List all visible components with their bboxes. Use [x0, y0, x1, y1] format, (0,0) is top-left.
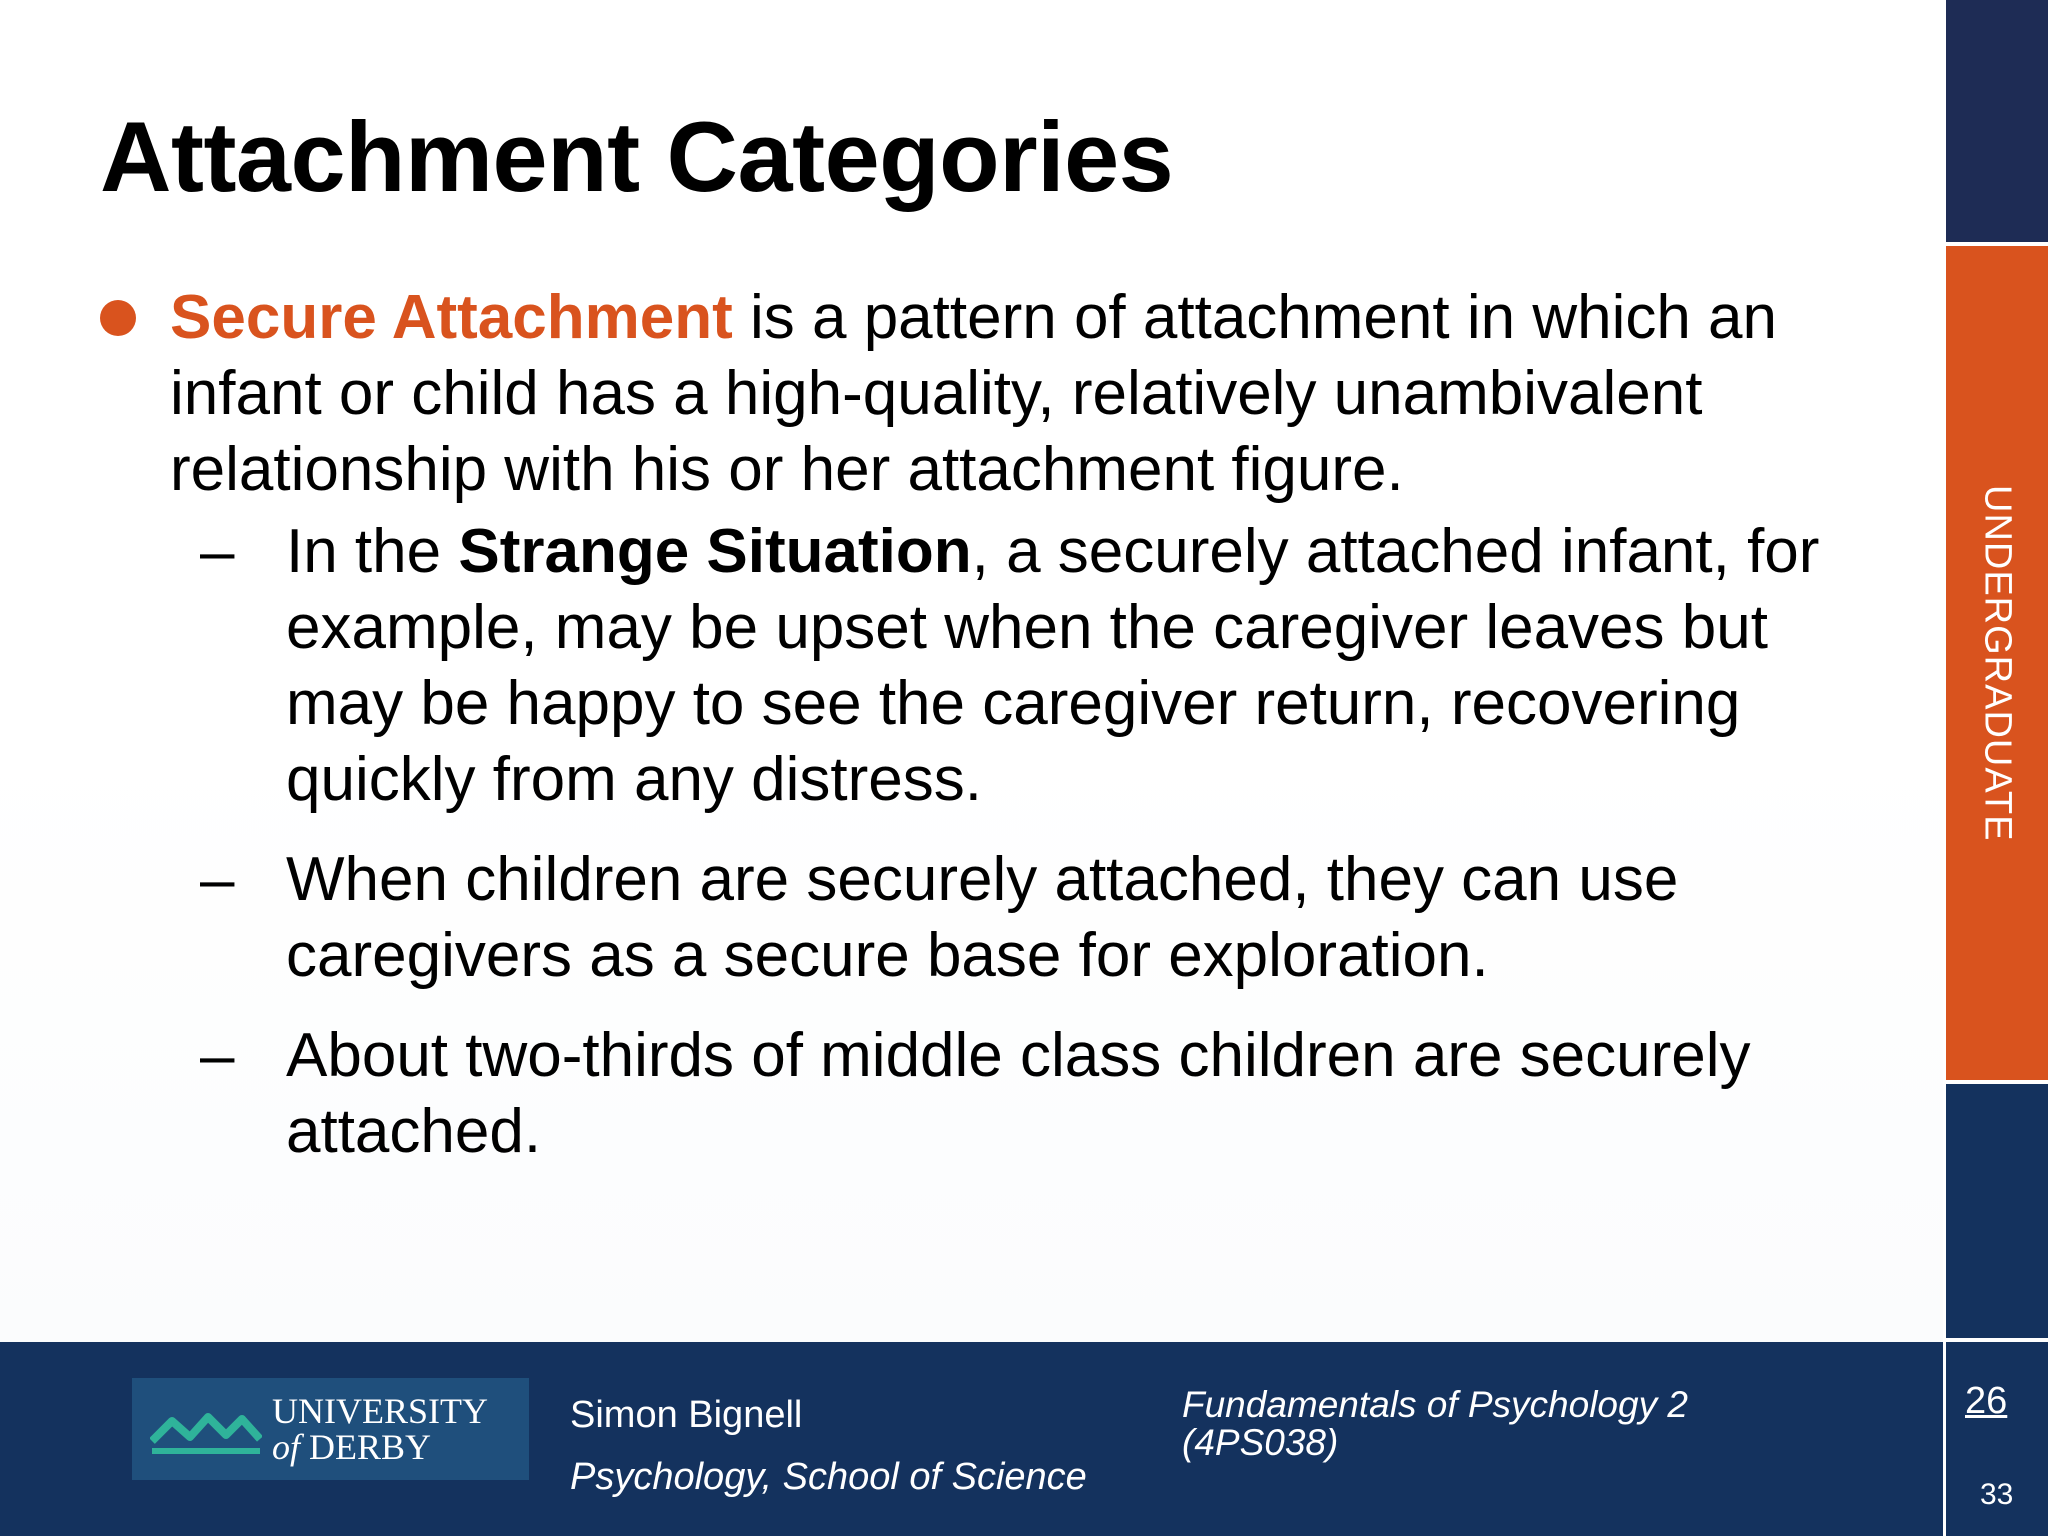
dash-icon: – — [200, 845, 235, 914]
page-number: 33 — [1980, 1478, 2014, 1511]
dash-icon: – — [200, 1021, 235, 1090]
right-sidebar — [1943, 0, 2048, 1536]
department-name: Psychology, School of Science — [570, 1456, 1087, 1498]
sidebar-navy-block — [1946, 1084, 2048, 1338]
subpoint-bold-term: Strange Situation — [458, 517, 972, 586]
derby-mountains-icon — [150, 1401, 262, 1457]
logo-derby: DERBY — [309, 1427, 432, 1467]
slide-footer — [0, 1342, 1943, 1536]
subpoint-strange-situation — [100, 514, 1900, 818]
page-link-26[interactable]: 26 — [1965, 1380, 2008, 1422]
subpoint-two-thirds — [100, 1018, 1900, 1170]
bullet-dot-icon — [100, 300, 136, 336]
subpoint-text: When children are securely attached, they can use caregivers as a secure base for exploration. — [286, 845, 1679, 990]
subpoint-secure-base — [100, 842, 1900, 994]
logo-wordmark — [272, 1393, 488, 1465]
slide-content — [100, 280, 1900, 1170]
subpoint-text: About two-thirds of middle class children are securely attached. — [286, 1021, 1751, 1166]
subpoint-prefix: In the — [286, 517, 459, 586]
sidebar-top-block — [1946, 0, 2048, 242]
author-name: Simon Bignell — [570, 1394, 803, 1436]
logo-of: of — [272, 1427, 301, 1467]
university-logo — [132, 1378, 529, 1480]
bullet-term: Secure Attachment — [170, 283, 733, 352]
course-title: Fundamentals of Psychology 2 (4PS038) — [1182, 1384, 1688, 1463]
subpoint-suffix: , a securely attached infant, for example, may be upset when the caregiver leaves but may be happy to see the caregiver return, recovering quickly from any distress. — [286, 517, 1820, 814]
logo-university: UNIVERSITY — [272, 1391, 488, 1431]
dash-icon: – — [200, 517, 235, 586]
undergraduate-label: UNDERGRADUATE — [1976, 484, 2019, 842]
slide-title: Attachment Categories — [100, 101, 1174, 212]
bullet-text: is a pattern of attachment in which an infant or child has a high-quality, relatively unambivalent relationship with his or her attachment figure. — [170, 283, 1778, 504]
main-bullet — [100, 280, 1900, 508]
